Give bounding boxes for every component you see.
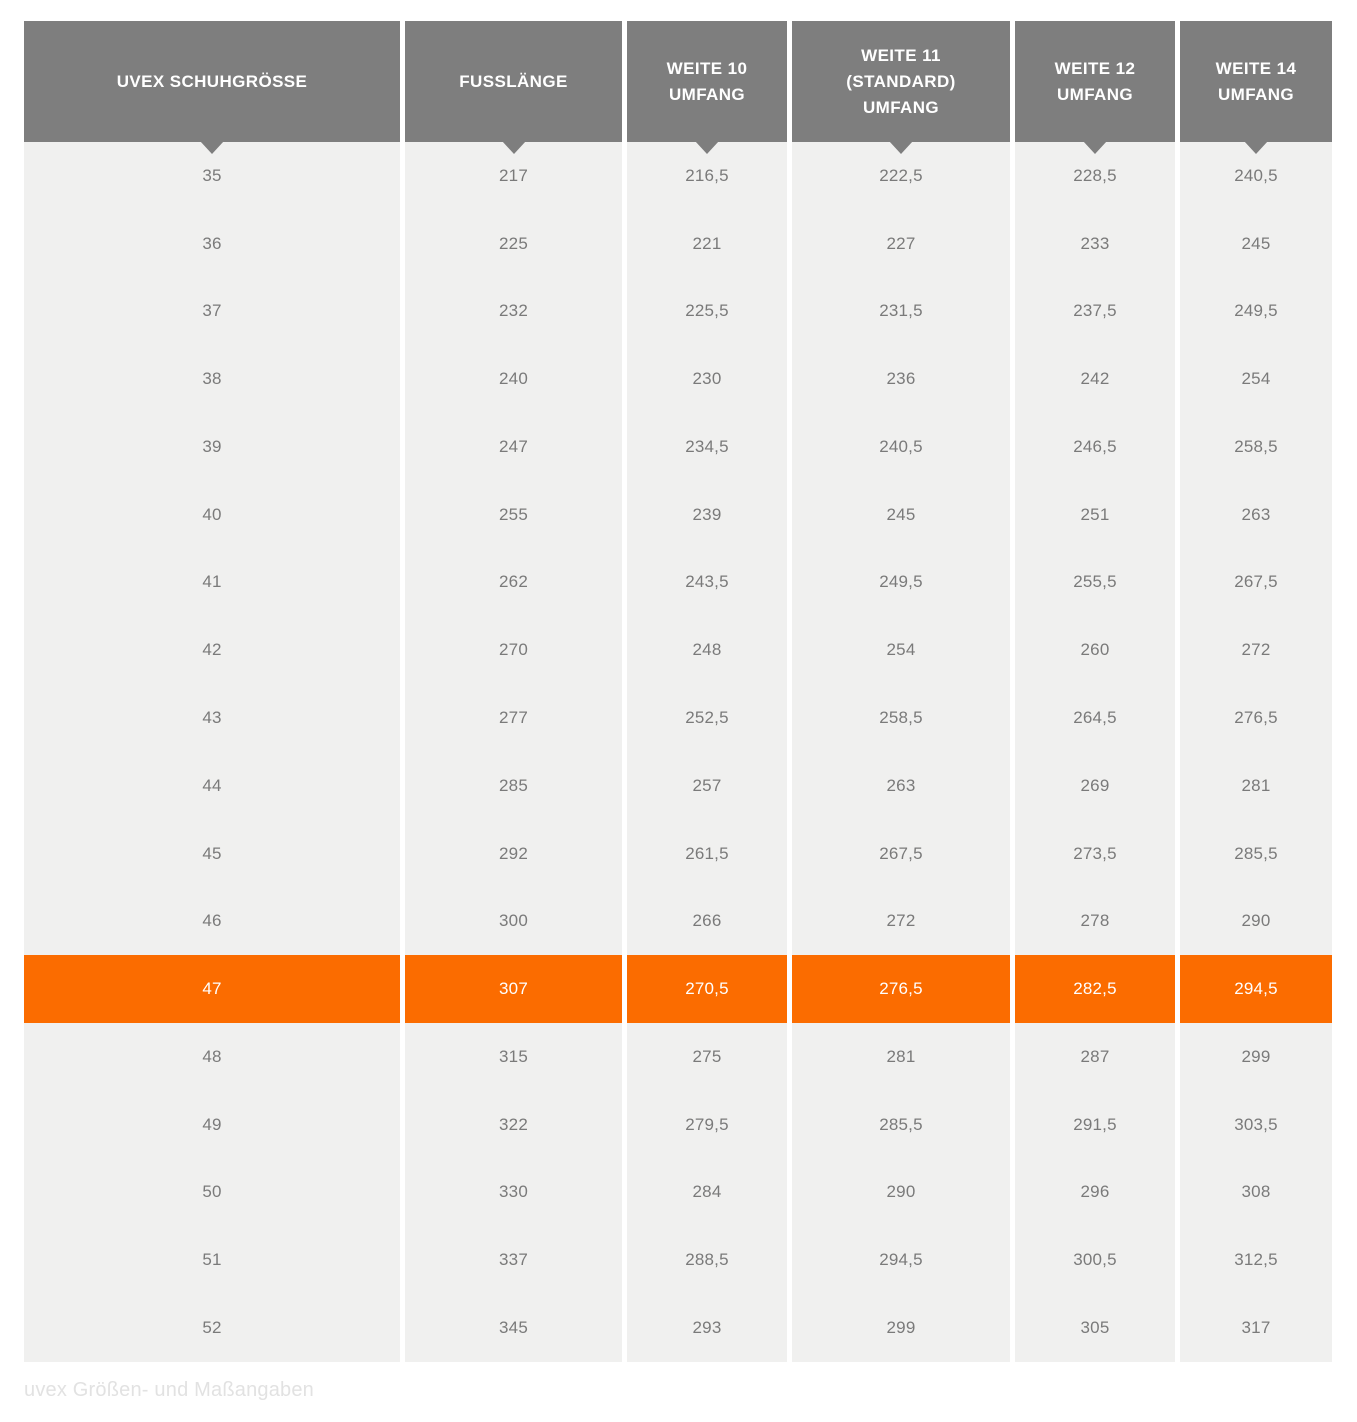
table-cell: 322 xyxy=(405,1091,622,1159)
table-cell: 300,5 xyxy=(1015,1226,1175,1294)
column-header-label-line: UVEX SCHUHGRÖSSE xyxy=(116,71,308,91)
table-cell: 249,5 xyxy=(792,549,1010,617)
column-header-uvex-schuhgroesse xyxy=(24,21,400,142)
header-pointer-down-icon xyxy=(695,141,719,154)
table-cell: 284 xyxy=(627,1158,787,1226)
table-cell: 291,5 xyxy=(1015,1091,1175,1159)
column-header-label-line: WEITE 14 xyxy=(1215,58,1297,78)
table-cell: 225,5 xyxy=(627,278,787,346)
table-cell: 294,5 xyxy=(792,1226,1010,1294)
column-header-fusslaenge xyxy=(405,21,622,142)
table-cell: 261,5 xyxy=(627,820,787,888)
column-header-weite-11-standard-umfang xyxy=(792,21,1010,142)
column-header-label-line: FUSSLÄNGE xyxy=(459,71,568,91)
table-cell: 245 xyxy=(1180,210,1332,278)
table-cell: 37 xyxy=(24,278,400,346)
table-cell: 264,5 xyxy=(1015,684,1175,752)
table-cell: 255 xyxy=(405,481,622,549)
table-cell: 270 xyxy=(405,616,622,684)
table-cell: 42 xyxy=(24,616,400,684)
table-cell: 231,5 xyxy=(792,278,1010,346)
column-header-label-line: UMFANG xyxy=(1056,84,1134,104)
table-cell: 260 xyxy=(1015,616,1175,684)
table-row[interactable] xyxy=(24,684,1332,752)
column-header-label xyxy=(459,69,567,95)
table-cell: 330 xyxy=(405,1158,622,1226)
table-cell: 263 xyxy=(1180,481,1332,549)
table-cell: 345 xyxy=(405,1294,622,1362)
table-cell: 258,5 xyxy=(1180,413,1332,481)
table-row[interactable] xyxy=(24,345,1332,413)
table-cell: 276,5 xyxy=(792,955,1010,1023)
table-cell: 47 xyxy=(24,955,400,1023)
table-cell: 315 xyxy=(405,1023,622,1091)
table-cell: 239 xyxy=(627,481,787,549)
table-cell: 243,5 xyxy=(627,549,787,617)
table-row[interactable] xyxy=(24,820,1332,888)
table-cell: 255,5 xyxy=(1015,549,1175,617)
table-row[interactable] xyxy=(24,549,1332,617)
table-cell: 303,5 xyxy=(1180,1091,1332,1159)
table-cell: 237,5 xyxy=(1015,278,1175,346)
table-cell: 240 xyxy=(405,345,622,413)
table-row[interactable] xyxy=(24,210,1332,278)
column-header-label xyxy=(1216,56,1297,108)
table-cell: 247 xyxy=(405,413,622,481)
table-cell: 35 xyxy=(24,142,400,210)
table-row[interactable] xyxy=(24,278,1332,346)
table-cell: 299 xyxy=(792,1294,1010,1362)
table-cell: 300 xyxy=(405,887,622,955)
table-cell: 257 xyxy=(627,752,787,820)
column-header-label xyxy=(117,69,308,95)
column-header-weite-14-umfang xyxy=(1180,21,1332,142)
table-cell: 275 xyxy=(627,1023,787,1091)
table-cell: 285,5 xyxy=(1180,820,1332,888)
column-header-weite-10-umfang xyxy=(627,21,787,142)
column-header-label xyxy=(667,56,748,108)
table-cell: 234,5 xyxy=(627,413,787,481)
table-row[interactable] xyxy=(24,887,1332,955)
table-cell: 287 xyxy=(1015,1023,1175,1091)
table-cell: 266 xyxy=(627,887,787,955)
table-cell: 49 xyxy=(24,1091,400,1159)
table-cell: 270,5 xyxy=(627,955,787,1023)
table-cell: 240,5 xyxy=(792,413,1010,481)
table-cell: 233 xyxy=(1015,210,1175,278)
table-cell: 281 xyxy=(792,1023,1010,1091)
header-pointer-down-icon xyxy=(200,141,224,154)
table-cell: 307 xyxy=(405,955,622,1023)
table-cell: 263 xyxy=(792,752,1010,820)
table-cell: 43 xyxy=(24,684,400,752)
table-cell: 317 xyxy=(1180,1294,1332,1362)
table-cell: 281 xyxy=(1180,752,1332,820)
table-header-row xyxy=(24,21,1332,142)
table-cell: 52 xyxy=(24,1294,400,1362)
table-cell: 296 xyxy=(1015,1158,1175,1226)
table-cell: 290 xyxy=(792,1158,1010,1226)
column-header-label-line: WEITE 10 xyxy=(666,58,748,78)
table-cell: 254 xyxy=(792,616,1010,684)
column-header-label xyxy=(846,43,955,121)
table-cell: 39 xyxy=(24,413,400,481)
table-cell: 40 xyxy=(24,481,400,549)
column-header-label-line: (STANDARD) xyxy=(846,71,956,91)
table-cell: 285 xyxy=(405,752,622,820)
table-cell: 272 xyxy=(792,887,1010,955)
table-cell: 269 xyxy=(1015,752,1175,820)
table-row[interactable] xyxy=(24,752,1332,820)
table-cell: 46 xyxy=(24,887,400,955)
table-cell: 251 xyxy=(1015,481,1175,549)
table-cell: 290 xyxy=(1180,887,1332,955)
table-cell: 44 xyxy=(24,752,400,820)
table-cell: 236 xyxy=(792,345,1010,413)
table-cell: 41 xyxy=(24,549,400,617)
table-row[interactable] xyxy=(24,1158,1332,1226)
table-cell: 48 xyxy=(24,1023,400,1091)
table-cell: 240,5 xyxy=(1180,142,1332,210)
table-cell: 225 xyxy=(405,210,622,278)
table-cell: 228,5 xyxy=(1015,142,1175,210)
table-cell: 51 xyxy=(24,1226,400,1294)
table-cell: 248 xyxy=(627,616,787,684)
column-header-label-line: WEITE 12 xyxy=(1054,58,1136,78)
table-cell: 267,5 xyxy=(792,820,1010,888)
table-cell: 232 xyxy=(405,278,622,346)
column-header-label-line: UMFANG xyxy=(862,97,940,117)
table-cell: 285,5 xyxy=(792,1091,1010,1159)
table-cell: 227 xyxy=(792,210,1010,278)
header-pointer-down-icon xyxy=(1083,141,1107,154)
table-cell: 254 xyxy=(1180,345,1332,413)
table-cell: 252,5 xyxy=(627,684,787,752)
table-row[interactable] xyxy=(24,481,1332,549)
table-cell: 36 xyxy=(24,210,400,278)
table-row[interactable] xyxy=(24,616,1332,684)
table-cell: 272 xyxy=(1180,616,1332,684)
table-cell: 299 xyxy=(1180,1023,1332,1091)
column-header-label-line: UMFANG xyxy=(668,84,746,104)
column-header-label-line: UMFANG xyxy=(1217,84,1295,104)
table-cell: 337 xyxy=(405,1226,622,1294)
table-cell: 242 xyxy=(1015,345,1175,413)
table-cell: 277 xyxy=(405,684,622,752)
table-cell: 246,5 xyxy=(1015,413,1175,481)
table-cell: 278 xyxy=(1015,887,1175,955)
table-cell: 273,5 xyxy=(1015,820,1175,888)
table-row[interactable] xyxy=(24,1023,1332,1091)
header-pointer-down-icon xyxy=(1244,141,1268,154)
table-body xyxy=(24,142,1332,1362)
table-cell: 45 xyxy=(24,820,400,888)
table-row-highlighted[interactable] xyxy=(24,955,1332,1023)
table-cell: 38 xyxy=(24,345,400,413)
table-cell: 222,5 xyxy=(792,142,1010,210)
table-row[interactable] xyxy=(24,413,1332,481)
table-cell: 217 xyxy=(405,142,622,210)
header-pointer-down-icon xyxy=(502,141,526,154)
table-cell: 293 xyxy=(627,1294,787,1362)
column-header-label-line: WEITE 11 xyxy=(861,45,941,65)
table-cell: 308 xyxy=(1180,1158,1332,1226)
table-cell: 305 xyxy=(1015,1294,1175,1362)
table-caption: uvex Größen- und Maßangaben xyxy=(24,1378,315,1401)
table-cell: 216,5 xyxy=(627,142,787,210)
table-cell: 279,5 xyxy=(627,1091,787,1159)
column-header-weite-12-umfang xyxy=(1015,21,1175,142)
column-header-label xyxy=(1055,56,1136,108)
table-row[interactable] xyxy=(24,1226,1332,1294)
table-cell: 258,5 xyxy=(792,684,1010,752)
table-cell: 221 xyxy=(627,210,787,278)
size-table xyxy=(24,21,1332,1362)
table-cell: 312,5 xyxy=(1180,1226,1332,1294)
table-cell: 276,5 xyxy=(1180,684,1332,752)
table-cell: 230 xyxy=(627,345,787,413)
table-cell: 50 xyxy=(24,1158,400,1226)
table-cell: 288,5 xyxy=(627,1226,787,1294)
table-cell: 294,5 xyxy=(1180,955,1332,1023)
table-cell: 267,5 xyxy=(1180,549,1332,617)
table-row[interactable] xyxy=(24,1294,1332,1362)
table-cell: 245 xyxy=(792,481,1010,549)
header-pointer-down-icon xyxy=(889,141,913,154)
table-cell: 282,5 xyxy=(1015,955,1175,1023)
table-cell: 292 xyxy=(405,820,622,888)
table-cell: 262 xyxy=(405,549,622,617)
table-row[interactable] xyxy=(24,1091,1332,1159)
table-cell: 249,5 xyxy=(1180,278,1332,346)
